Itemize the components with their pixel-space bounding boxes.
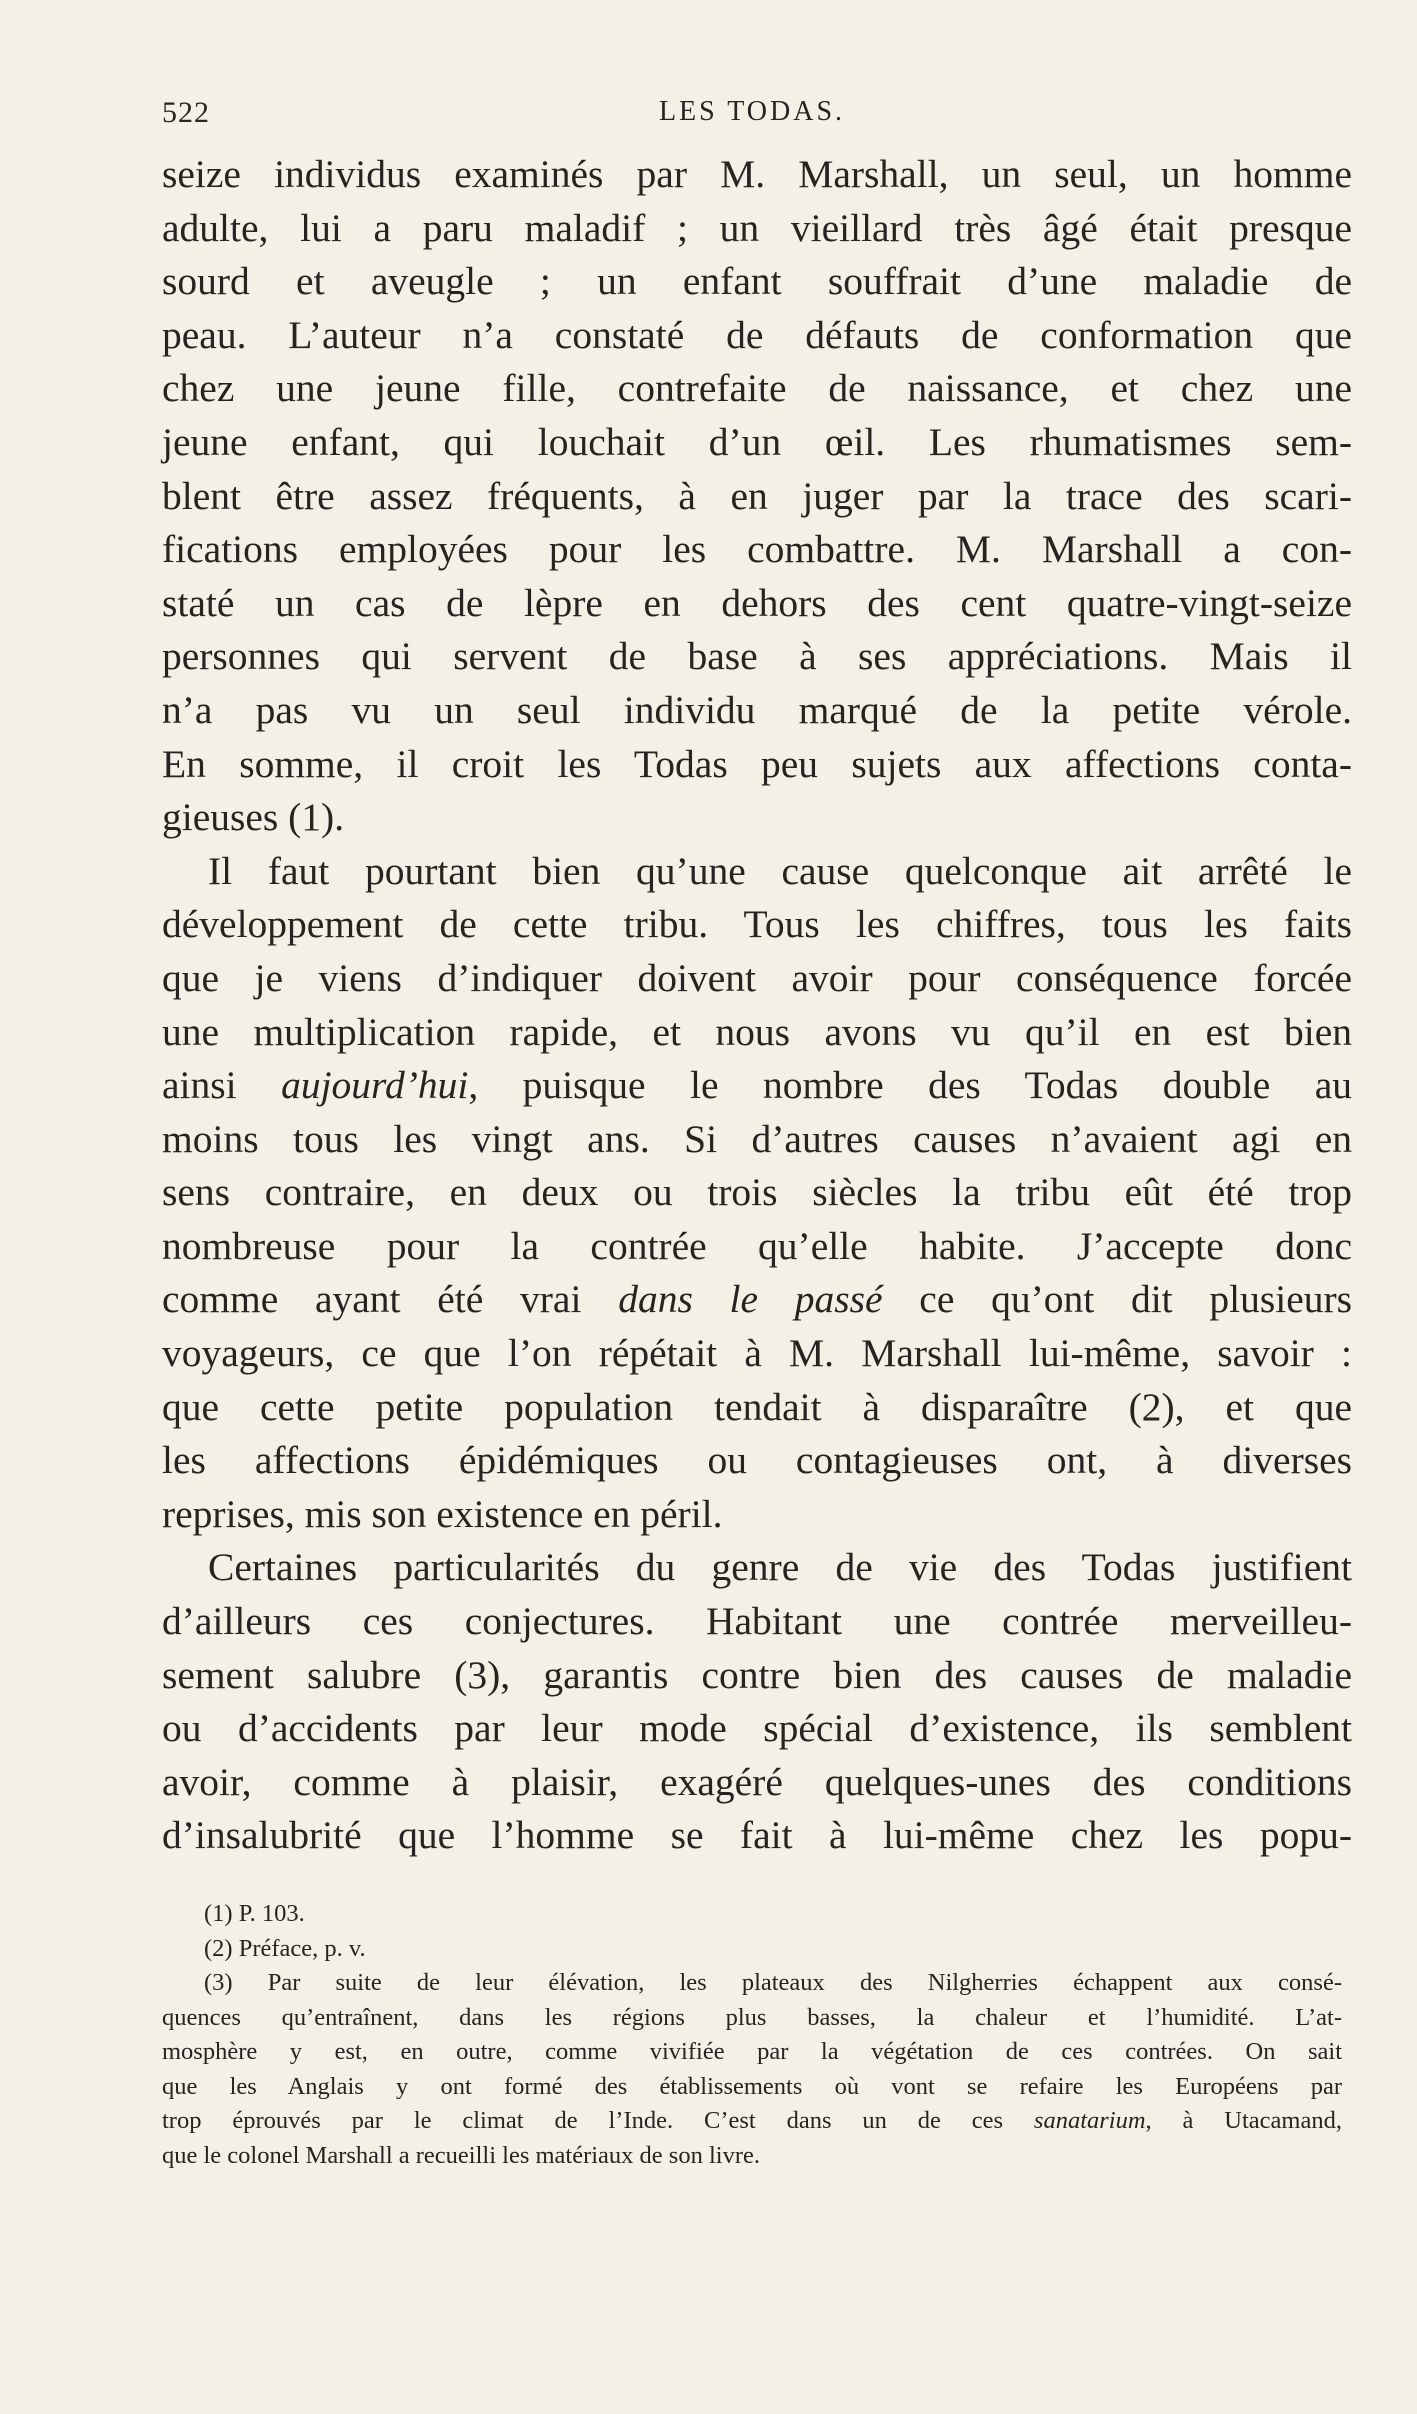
text-line: sens contraire, en deux ou trois siècles la tribu eût été trop <box>162 1170 1352 1215</box>
footnotes <box>162 1897 1342 2173</box>
text-run: ce qu’ont dit plusieurs <box>882 1277 1353 1322</box>
text-run: trop éprouvés par le climat de l’Inde. C’est dans un de ces <box>162 2107 1034 2134</box>
footnote-3-line: (3) Par suite de leur élévation, les plateaux des Nilgherries échappent aux consé- <box>204 1969 1342 1996</box>
text-line: sourd et aveugle ; un enfant souffrait d’une maladie de <box>162 259 1352 304</box>
text-line: seize individus examinés par M. Marshall, un seul, un homme <box>162 152 1352 196</box>
text-line: que je viens d’indiquer doivent avoir pour conséquence forcée <box>162 955 1352 1000</box>
text-line: peau. L’auteur n’a constaté de défauts de conformation que <box>162 312 1352 357</box>
italic-run: sanatarium <box>1033 2107 1146 2134</box>
running-head <box>162 96 1342 136</box>
text-line: voyageurs, ce que l’on répétait à M. Marshall lui-même, savoir : <box>162 1331 1352 1376</box>
text-run: comme ayant été vrai <box>162 1277 619 1322</box>
text-line: développement de cette tribu. Tous les chiffres, tous les faits <box>162 902 1352 947</box>
text-line: sement salubre (3), garantis contre bien des causes de maladie <box>162 1652 1352 1697</box>
text-line: blent être assez fréquents, à en juger par la trace des scari- <box>162 473 1352 518</box>
text-line: En somme, il croit les Todas peu sujets aux affections conta- <box>162 741 1352 786</box>
page-number: 522 <box>162 96 210 129</box>
text-line: adulte, lui a paru maladif ; un vieillard très âgé était presque <box>162 205 1352 250</box>
footnote-2: (2) Préface, p. v. <box>204 1934 366 1962</box>
body-text <box>162 148 1352 1863</box>
text-line: jeune enfant, qui louchait d’un œil. Les rhumatismes sem- <box>162 419 1352 464</box>
text-run: , à Utacamand, <box>1145 2107 1342 2134</box>
text-line: gieuses (1). <box>162 795 345 840</box>
footnote-3-line: que le colonel Marshall a recueilli les matériaux de son livre. <box>162 2141 760 2169</box>
text-line: avoir, comme à plaisir, exagéré quelques-unes des conditions <box>162 1759 1352 1804</box>
text-line: fications employées pour les combattre. M. Marshall a con- <box>162 527 1352 572</box>
footnote-1: (1) P. 103. <box>204 1900 305 1927</box>
italic-run: dans le passé <box>618 1277 883 1322</box>
text-line <box>162 1273 1352 1327</box>
text-line: les affections épidémiques ou contagieuses ont, à diverses <box>162 1438 1352 1483</box>
text-line: n’a pas vu un seul individu marqué de la petite vérole. <box>162 687 1352 732</box>
footnote-3-line: quences qu’entraînent, dans les régions plus basses, la chaleur et l’humidité. L’at- <box>162 2003 1342 2031</box>
text-run: ainsi <box>162 1063 282 1108</box>
text-line: nombreuse pour la contrée qu’elle habite. J’accepte donc <box>162 1223 1352 1268</box>
text-line: une multiplication rapide, et nous avons vu qu’il en est bien <box>162 1009 1352 1054</box>
text-line: chez une jeune fille, contrefaite de naissance, et chez une <box>162 366 1352 411</box>
footnote-3-line: que les Anglais y ont formé des établissements où vont se refaire les Européens par <box>162 2072 1342 2100</box>
italic-run: aujourd’hui <box>281 1063 469 1108</box>
text-line: ou d’accidents par leur mode spécial d’existence, ils semblent <box>162 1706 1352 1751</box>
text-line: moins tous les vingt ans. Si d’autres causes n’avaient agi en <box>162 1116 1352 1161</box>
text-line: d’ailleurs ces conjectures. Habitant une contrée merveilleu- <box>162 1599 1352 1644</box>
text-line: personnes qui servent de base à ses appréciations. Mais il <box>162 634 1352 679</box>
text-run: , puisque le nombre des Todas double au <box>468 1063 1352 1108</box>
text-line <box>162 1059 1352 1113</box>
text-line: d’insalubrité que l’homme se fait à lui-même chez les popu- <box>162 1813 1352 1858</box>
footnote-3-line: mosphère y est, en outre, comme vivifiée par la végétation de ces contrées. On sait <box>162 2038 1342 2065</box>
footnote-3-line <box>162 2104 1342 2139</box>
running-title: LES TODAS. <box>658 96 846 127</box>
text-line: reprises, mis son existence en péril. <box>162 1491 723 1536</box>
text-line: Il faut pourtant bien qu’une cause quelconque ait arrêté le <box>208 848 1352 893</box>
text-line: que cette petite population tendait à disparaître (2), et que <box>162 1384 1352 1429</box>
text-line: Certaines particularités du genre de vie des Todas justifient <box>208 1545 1352 1590</box>
text-line: staté un cas de lèpre en dehors des cent quatre-vingt-seize <box>162 580 1352 625</box>
